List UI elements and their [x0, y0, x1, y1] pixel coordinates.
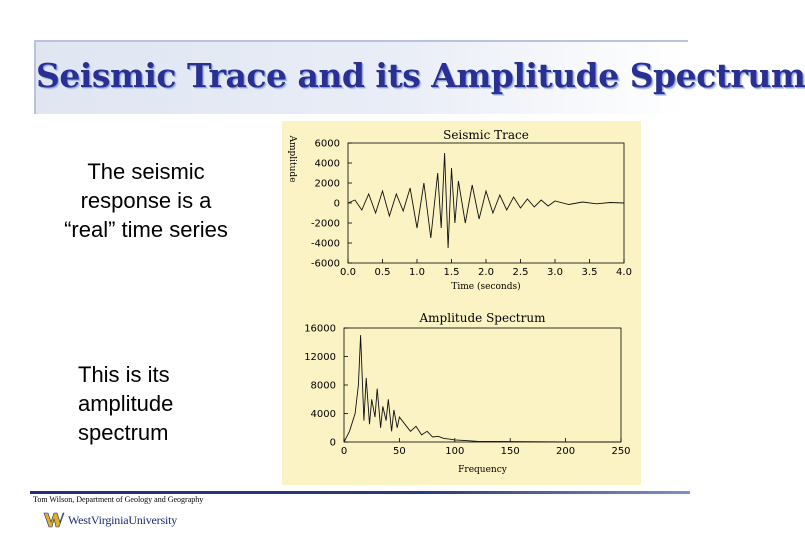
x-tick-label: 200	[556, 446, 576, 457]
chart-title: Amplitude Spectrum	[419, 311, 546, 325]
y-tick-label: 8000	[310, 380, 336, 392]
footer-rule	[30, 491, 690, 494]
y-tick-label: 6000	[314, 138, 340, 150]
plot-frame	[348, 143, 624, 263]
x-tick-label: 100	[445, 446, 465, 457]
slide-title: Seismic Trace and its Amplitude Spectrum	[36, 56, 805, 95]
y-tick-label: 12000	[304, 352, 336, 363]
x-tick-label: 3.5	[581, 267, 598, 278]
x-tick-label: 2.0	[478, 267, 494, 278]
caption-trace: The seismic response is a “real” time series	[64, 159, 228, 242]
y-tick-label: 4000	[314, 158, 340, 170]
footer-credit: Tom Wilson, Department of Geology and Geography	[33, 495, 204, 504]
plot-frame	[344, 328, 621, 442]
y-tick-label: -6000	[310, 258, 340, 270]
series-line	[348, 153, 624, 248]
x-axis-label: Time (seconds)	[451, 282, 521, 292]
y-tick-label: 0	[333, 198, 340, 210]
chart-title: Seismic Trace	[443, 128, 529, 142]
y-tick-label: 0	[329, 437, 336, 449]
university-name: WestVirginiaUniversity	[68, 512, 178, 527]
x-axis-label: Frequency	[458, 465, 507, 475]
figure-panel	[282, 121, 641, 485]
y-axis-label: Amplitude	[287, 135, 297, 183]
y-tick-label: -4000	[310, 238, 340, 250]
x-tick-label: 4.0	[616, 267, 632, 278]
y-tick-label: -2000	[310, 218, 340, 230]
x-tick-label: 0	[340, 446, 348, 457]
title-banner	[34, 40, 805, 114]
x-tick-label: 1.0	[409, 267, 425, 278]
x-tick-label: 150	[500, 446, 520, 457]
x-tick-label: 250	[611, 446, 631, 457]
x-tick-label: 50	[393, 446, 406, 457]
y-tick-label: 2000	[314, 178, 340, 190]
university-logo	[44, 509, 177, 531]
x-tick-label: 0.0	[340, 267, 356, 278]
y-tick-label: 16000	[304, 323, 336, 335]
x-tick-label: 3.0	[547, 267, 563, 278]
figure-svg	[282, 121, 641, 485]
x-tick-label: 2.5	[512, 267, 529, 278]
y-tick-label: 4000	[310, 409, 336, 420]
x-tick-label: 1.5	[443, 267, 460, 278]
caption-spectrum: This is its amplitude spectrum	[78, 362, 174, 445]
x-tick-label: 0.5	[374, 267, 391, 278]
series-line	[344, 335, 621, 442]
wv-logo-icon	[44, 513, 64, 527]
